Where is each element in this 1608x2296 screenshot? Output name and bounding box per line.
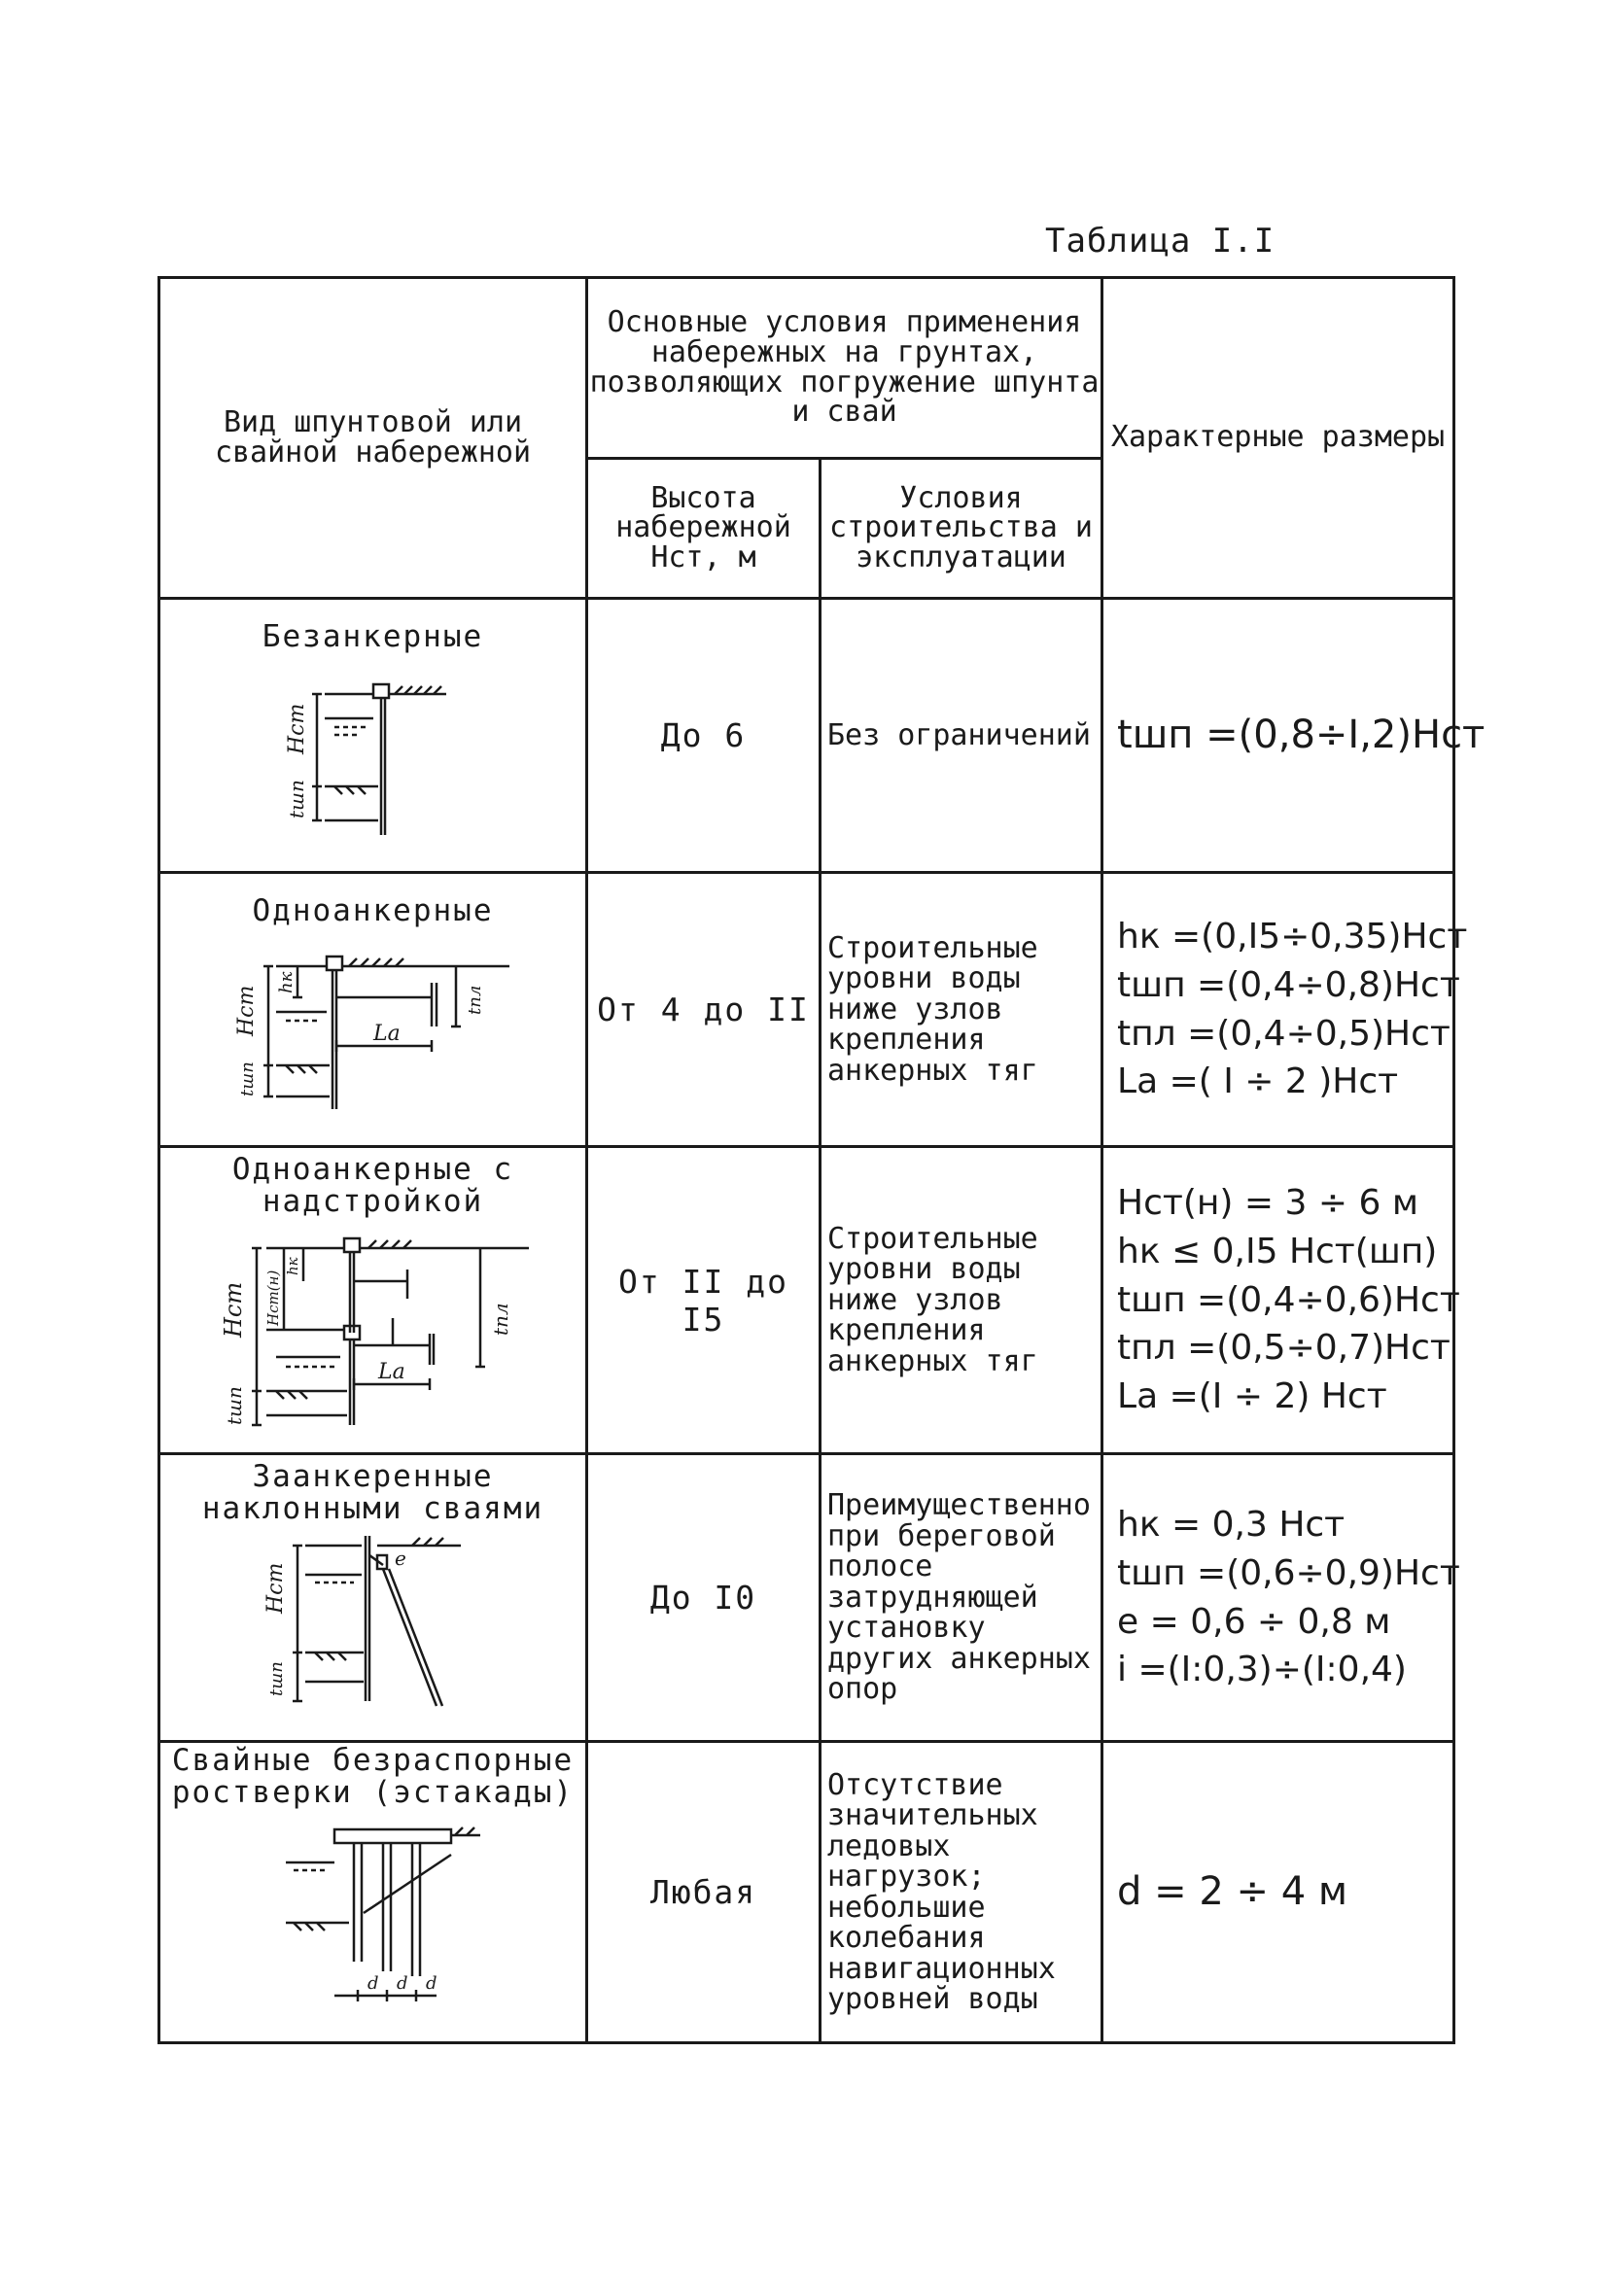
sketch-label-hn: Hст(н) [263, 1270, 282, 1327]
height-cell: Любая [587, 1742, 821, 2043]
header-type: Вид шпунтовой или свайной набережной [159, 278, 587, 599]
type-title: Одноанкерные с надстройкой [231, 1152, 514, 1219]
sketch-label-d: d [367, 1973, 379, 1995]
dimension-line: tшп =(0,4÷0,8)Hст [1117, 964, 1460, 1005]
sketch-label-t: tшп [284, 779, 308, 818]
sketch-cantilever [257, 665, 490, 859]
type-title: Безанкерные [262, 619, 484, 654]
type-title: Заанкеренные наклонными сваями [201, 1459, 544, 1526]
table-row [159, 873, 1454, 1147]
sketch-label-la: Lа [372, 1021, 401, 1046]
sketch-label-t: tшп [265, 1661, 287, 1697]
dimensions-cell [1102, 1147, 1460, 1454]
sketch-label-t: tшп [236, 1061, 258, 1096]
type-cell [159, 873, 587, 1147]
dimension-line: Hст(н) = 3 ÷ 6 м [1117, 1183, 1418, 1224]
dimensions-cell [1102, 1742, 1454, 2043]
sketch-single-anchor [218, 939, 529, 1133]
sketch-label-hk: hк [275, 971, 297, 993]
type-title: Свайные безраспорные ростверки (эстакады) [171, 1743, 575, 1810]
sketch-label-h: Hст [233, 985, 259, 1036]
type-cell [159, 1742, 587, 2043]
sketch-label-hk: hк [283, 1257, 301, 1276]
type-cell [159, 599, 587, 873]
type-cell [159, 1454, 587, 1742]
header-dimensions: Характерные размеры [1102, 278, 1454, 599]
table-row [159, 1742, 1454, 2043]
sketch-label-d: d [425, 1973, 437, 1995]
header-construction: Условия строительства и эксплуатации [821, 459, 1102, 599]
table-row [159, 599, 1454, 873]
sketch-label-d: d [396, 1973, 408, 1995]
dimensions-cell [1102, 873, 1468, 1147]
table-row [159, 1147, 1454, 1454]
table-row [159, 1454, 1454, 1742]
conditions-cell: Отсутствие значительных ледовых нагрузок; небольшие колебания навигационных уровней воды [821, 1742, 1102, 2043]
dimensions-cell [1102, 1454, 1460, 1742]
sketch-label-h: Hст [284, 703, 309, 754]
sketch-label-e: e [394, 1547, 406, 1571]
header-conditions-group: Основные условия применения набережных на грунтах, позволяющих погружение шпунта и свай [587, 278, 1102, 459]
dimension-line: d = 2 ÷ 4 м [1117, 1868, 1348, 1914]
type-title: Одноанкерные [252, 893, 494, 928]
sketch-label-tpl: tпл [488, 1303, 512, 1337]
header-height: Высота набережной Нст, м [587, 459, 821, 599]
conditions-cell: Преимущественно при береговой полосе затрудняющей установку других анкерных опор [821, 1454, 1102, 1742]
dimensions-cell [1102, 599, 1486, 873]
height-cell: До I0 [587, 1454, 821, 1742]
dimension-line: tшп =(0,8÷I,2)Hст [1117, 712, 1486, 757]
height-cell: От II до I5 [587, 1147, 821, 1454]
sketch-label-tpl: tпл [464, 985, 485, 1015]
sketch-label-h: Hст [219, 1281, 247, 1339]
sketch-label-t: tшп [222, 1386, 246, 1426]
height-cell: До 6 [587, 599, 821, 873]
dimension-line: Lа =(I ÷ 2) Hст [1117, 1376, 1387, 1416]
table-caption: Таблица I.I [1045, 222, 1276, 261]
type-cell [159, 1147, 587, 1454]
dimension-line: hк ≤ 0,I5 Hст(шп) [1117, 1231, 1438, 1271]
dimension-line: Lа =( I ÷ 2 )Hст [1117, 1061, 1399, 1102]
dimension-line: e = 0,6 ÷ 0,8 м [1117, 1601, 1391, 1642]
dimension-line: hк = 0,3 Hст [1117, 1505, 1346, 1546]
dimension-line: i =(I:0,3)÷(I:0,4) [1117, 1650, 1407, 1690]
sketch-label-la: Lа [377, 1360, 405, 1385]
dimension-line: hк =(0,I5÷0,35)Hст [1117, 917, 1468, 957]
height-cell: От 4 до II [587, 873, 821, 1147]
dimension-line: tшп =(0,4÷0,6)Hст [1117, 1279, 1460, 1320]
dimension-line: tпл =(0,4÷0,5)Hст [1117, 1013, 1451, 1054]
sketch-label-h: Hст [262, 1562, 288, 1615]
quay-types-table [157, 276, 1486, 2044]
conditions-cell: Строительные уровни воды ниже узлов крепления анкерных тяг [821, 873, 1102, 1147]
sketch-pile-trestle [247, 1816, 500, 2010]
dimension-line: tшп =(0,6÷0,9)Hст [1117, 1552, 1460, 1593]
sketch-raked-piles [247, 1526, 500, 1721]
dimension-line: tпл =(0,5÷0,7)Hст [1117, 1328, 1451, 1369]
conditions-cell: Строительные уровни воды ниже узлов крепления анкерных тяг [821, 1147, 1102, 1454]
conditions-cell: Без ограничений [821, 599, 1102, 873]
sketch-anchor-superstructure [198, 1221, 548, 1440]
